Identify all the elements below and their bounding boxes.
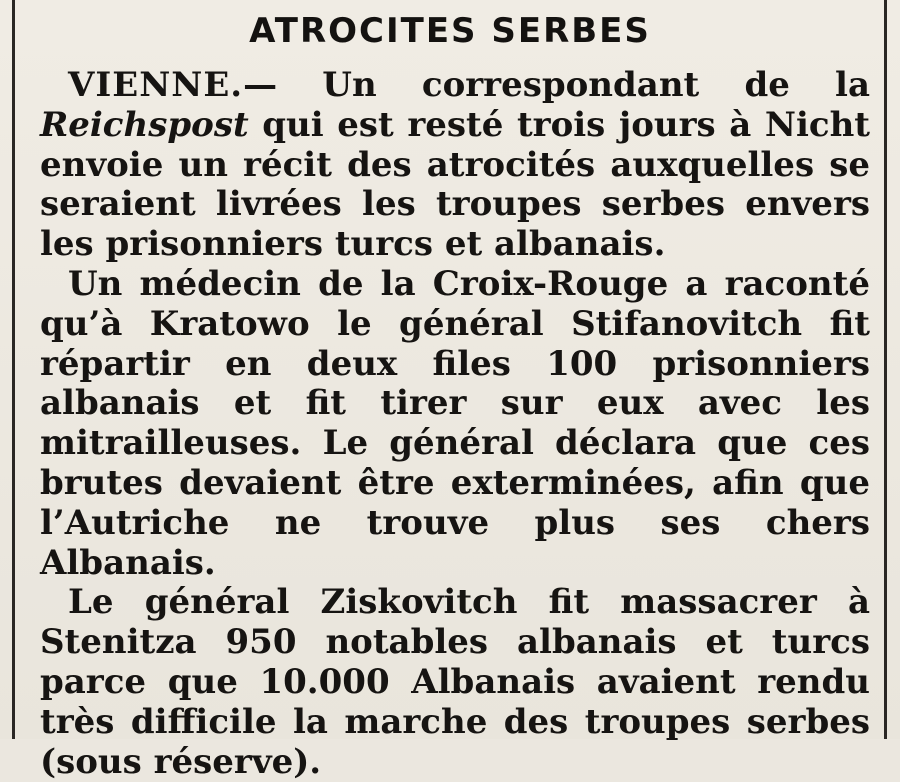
paragraph-1 xyxy=(40,66,870,265)
newspaper-name: Reichspost xyxy=(40,104,249,145)
paragraph-2: Un médecin de la Croix-Rouge a raconté qu’à Kratowo le général Stifanovitch fit répartir en deux files 100 prisonniers albanais et fit tirer sur eux avec les mitrailleuses. Le général déclara que ces brutes devaient être exterminées, afin que l’Autriche ne trouve plus ses chers Albanais. xyxy=(40,263,870,583)
paragraph-1-text-after: qui est resté trois jours à Nicht envoie un récit des atrocités auxquelles se seraient livrées les troupes serbes envers les prisonniers turcs et albanais. xyxy=(40,104,870,265)
article-headline: ATROCITES SERBES xyxy=(249,11,651,51)
dateline-dash: — xyxy=(243,65,278,105)
column-rule-left xyxy=(12,0,15,739)
paragraph-3: Le général Ziskovitch fit massacrer à Stenitza 950 notables albanais et turcs parce que 10.000 Albanais avaient rendu très difficile la marche des troupes serbes (sous réserve). xyxy=(40,582,870,782)
article-body xyxy=(40,66,870,782)
dateline: VIENNE. xyxy=(68,65,244,105)
column-rule-right xyxy=(884,0,887,739)
paragraph-1-text-before: Un correspondant de la xyxy=(277,65,870,105)
